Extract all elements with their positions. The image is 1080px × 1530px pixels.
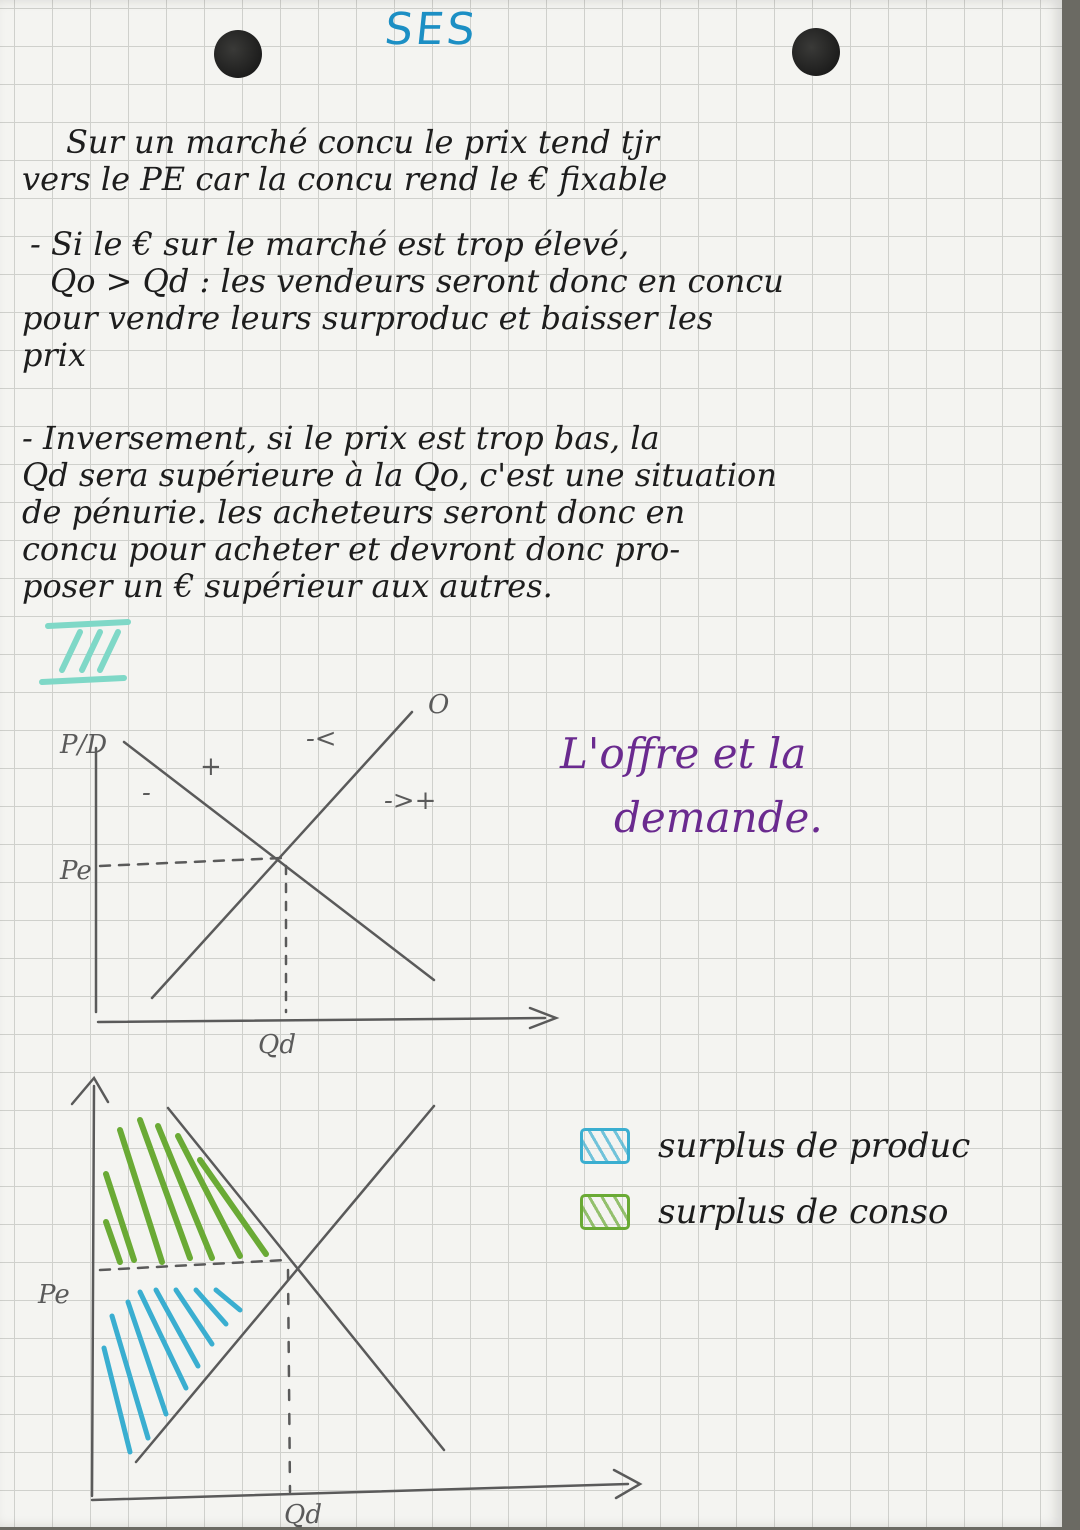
chart1-plus-label: + (200, 752, 222, 782)
chart2-surplus (72, 1078, 640, 1500)
chart1-supply-line (152, 712, 412, 998)
chart1-x-axis (98, 1018, 545, 1022)
chart1-demand-line (124, 742, 437, 980)
chart1-price-label: Pe (60, 856, 92, 886)
text-line: Sur un marché concu le prix tend tjr (66, 123, 659, 161)
chart2-quantity-label: Qd (284, 1500, 322, 1530)
text-line: Qo > Qd : les vendeurs seront donc en concu (50, 262, 784, 300)
consumer-surplus-hatch (106, 1120, 266, 1262)
chart2-y-axis (92, 1086, 94, 1496)
legend-label: surplus de produc (658, 1126, 971, 1166)
chart1-arrow-minus-label: -< (306, 724, 337, 754)
chart2-y-arrow (72, 1078, 108, 1104)
text-line: de pénurie. les acheteurs seront donc en (22, 493, 686, 531)
producer-swatch-icon (580, 1128, 630, 1164)
text-line: vers le PE car la concu rend le € fixable (22, 160, 668, 198)
chart1-arrow-plus-label: ->+ (384, 786, 437, 816)
chart2-price-dashed (100, 1260, 286, 1270)
chart1-quantity-label: Qd (258, 1030, 296, 1060)
chart1-offer-label: O (428, 690, 450, 720)
text-line: concu pour acheter et devront donc pro- (22, 530, 681, 568)
producer-surplus-hatch (104, 1290, 240, 1452)
text-line: prix (22, 336, 87, 374)
consumer-swatch-icon (580, 1194, 630, 1230)
section-heading (560, 722, 920, 850)
heading-line: demande. (614, 793, 823, 842)
chart1-minus-label: - (142, 778, 151, 808)
legend-item-producer (580, 1126, 970, 1166)
chart2-x-axis (92, 1484, 628, 1500)
text-line: poser un € supérieur aux autres. (22, 567, 553, 605)
chart1-y-axis-label: P/D (60, 730, 108, 760)
legend-label: surplus de conso (658, 1192, 949, 1232)
chart2-price-label: Pe (38, 1280, 70, 1310)
heading-line: L'offre et la (560, 729, 807, 778)
section-marker-iii (42, 622, 128, 682)
chart2-quantity-dashed (288, 1270, 290, 1492)
text-line: pour vendre leurs surproduc et baisser les (22, 299, 714, 337)
text-line: Qd sera supérieure à la Qo, c'est une situation (22, 456, 777, 494)
text-line: - Inversement, si le prix est trop bas, la (22, 419, 660, 457)
page-title: SES (382, 4, 481, 55)
chart1-supply-demand (96, 712, 556, 1028)
chart2-demand-line (168, 1108, 444, 1450)
legend-item-consumer (580, 1192, 948, 1232)
text-line: - Si le € sur le marché est trop élevé, (30, 225, 630, 263)
chart1-price-dashed (100, 858, 282, 866)
chart2-supply-line (136, 1106, 434, 1462)
